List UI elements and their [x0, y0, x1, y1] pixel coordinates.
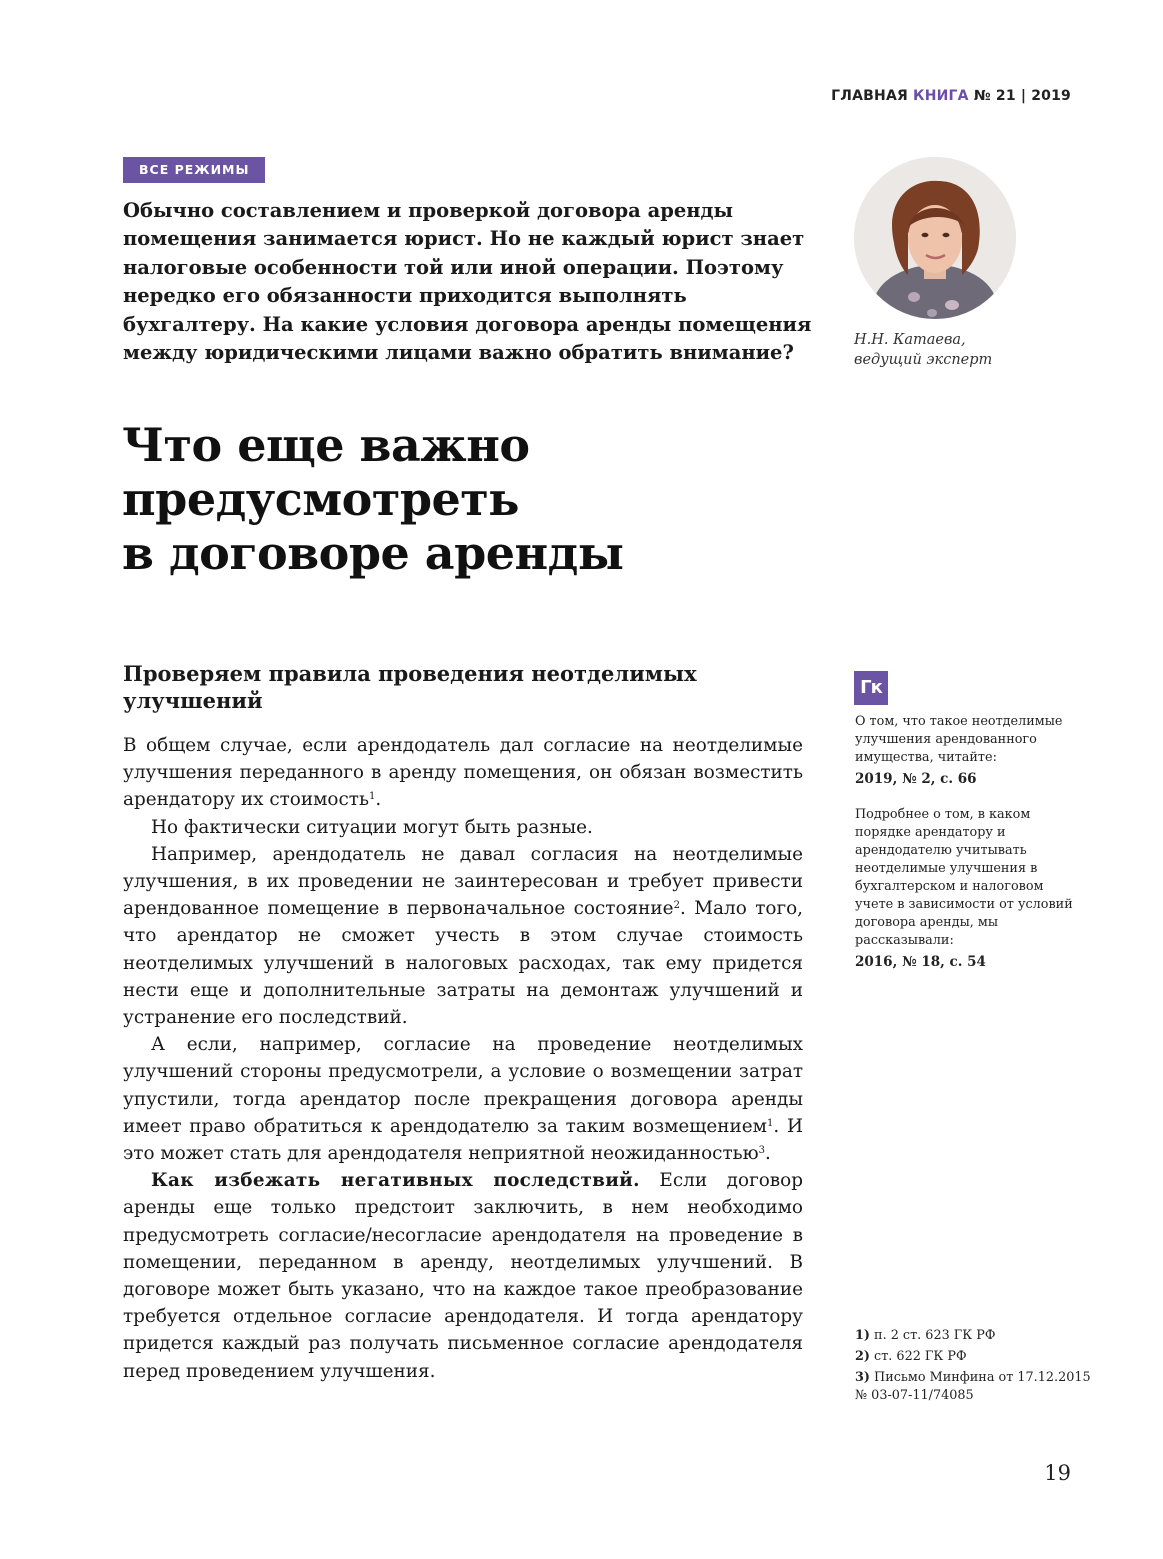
body-paragraph-3 [123, 841, 803, 1031]
p3-text-b: . Мало того, что арендатор не сможет учесть в этом случае стоимость неотделимых улучшений в налоговых расходах, так ему придется нести еще и дополнительные затраты на демонтаж улучшений и устранение его последствий. [123, 898, 803, 1029]
footnotes [855, 1327, 1095, 1408]
note-text: Подробнее о том, в каком порядке арендатору и арендодателю учитывать неотделимые улучшения в бухгалтерском и налоговом учете в зависимости от условий договора аренды, мы рассказывали: [855, 807, 1073, 948]
footnote-number: 3) [855, 1370, 870, 1385]
footnote-ref: 3 [758, 1145, 766, 1157]
p5-text: Если договор аренды еще только предстоит заключить, в нем необходимо предусмотреть согласие/несогласие арендодателя на проведение в помещении, переданном в аренду, неотделимых улучшений. В договоре может быть указано, что на каждое такое преобразование требуется отдельное согласие арендодателя. И тогда арендатору придется каждый раз получать письменное согласие арендодателя перед проведением улучшения. [123, 1170, 803, 1382]
page-number: 19 [1044, 1461, 1071, 1485]
category-tag: ВСЕ РЕЖИМЫ [123, 157, 265, 183]
footnote-text: п. 2 ст. 623 ГК РФ [874, 1328, 996, 1343]
note-text: О том, что такое неотделимые улучшения арендованного имущества, читайте: [855, 714, 1063, 765]
body-paragraph-5 [123, 1167, 803, 1385]
author-portrait-illustration [854, 157, 1016, 319]
magazine-name-part1: ГЛАВНАЯ [831, 88, 908, 104]
p4-text-b: . И это может стать для арендодателя неприятной неожиданностью [123, 1115, 804, 1165]
article-body [123, 732, 803, 1385]
p5-lead-in: Как избежать негативных последствий. [151, 1170, 640, 1192]
footnote-text: ст. 622 ГК РФ [874, 1349, 967, 1364]
running-head [831, 88, 1071, 104]
issue-number: № 21 | 2019 [973, 88, 1071, 104]
body-paragraph-2: Но фактически ситуации могут быть разные. [151, 816, 593, 838]
note-reference: 2019, № 2, с. 66 [855, 771, 977, 787]
p1-end: . [375, 789, 382, 811]
footnote-ref: 2 [673, 900, 680, 912]
body-paragraph-4 [123, 1031, 803, 1167]
footnote-2 [855, 1348, 1095, 1366]
body-paragraph-1 [123, 732, 803, 814]
footnote-number: 2) [855, 1349, 870, 1364]
gk-logo-icon: Гк [854, 671, 888, 705]
title-line-2: предусмотреть [122, 472, 520, 526]
footnote-ref: 1 [369, 791, 376, 803]
author-name: Н.Н. Катаева, [854, 332, 966, 348]
p1-text: В общем случае, если арендодатель дал согласие на неотделимые улучшения переданного в аренду помещения, он обязан возместить арендатору их стоимость [123, 735, 803, 811]
footnote-3 [855, 1369, 1095, 1405]
lead-paragraph: Обычно составлением и проверкой договора аренды помещения занимается юрист. Но не каждый юрист знает налоговые особенности той или иной операции. Поэтому нередко его обязанности приходится выполнять бухгалтеру. На какие условия договора аренды помещения между юридическими лицами важно обратить внимание? [123, 199, 812, 365]
footnote-ref: 1 [766, 1117, 774, 1129]
author-photo [854, 157, 1016, 319]
sidebar-note-2 [855, 806, 1080, 971]
title-line-3: в договоре аренды [122, 526, 624, 580]
magazine-name-part2: КНИГА [913, 88, 969, 104]
p3-text-a: Например, арендодатель не давал согласия на неотделимые улучшения, в их проведении не заинтересован и требует привести арендованное помещение в первоначальное состояние [123, 843, 803, 920]
section-heading: Проверяем правила проведения неотделимых улучшений [123, 661, 697, 713]
article-title [122, 418, 822, 580]
author-role: ведущий эксперт [854, 352, 993, 368]
sidebar-note-1 [855, 713, 1080, 788]
p4-end: . [765, 1143, 771, 1165]
p4-text-a: А если, например, согласие на проведение неотделимых улучшений стороны предусмотрели, а условие о возмещении затрат упустили, тогда арендатор после прекращения договора аренды имеет право обратиться к арендодателю за таким возмещением [123, 1034, 803, 1137]
note-reference: 2016, № 18, с. 54 [855, 954, 986, 970]
footnote-number: 1) [855, 1328, 870, 1343]
footnote-text: Письмо Минфина от 17.12.2015 № 03-07-11/74085 [855, 1370, 1091, 1403]
author-caption [854, 330, 992, 370]
title-line-1: Что еще важно [122, 418, 530, 472]
footnote-1 [855, 1327, 1095, 1345]
